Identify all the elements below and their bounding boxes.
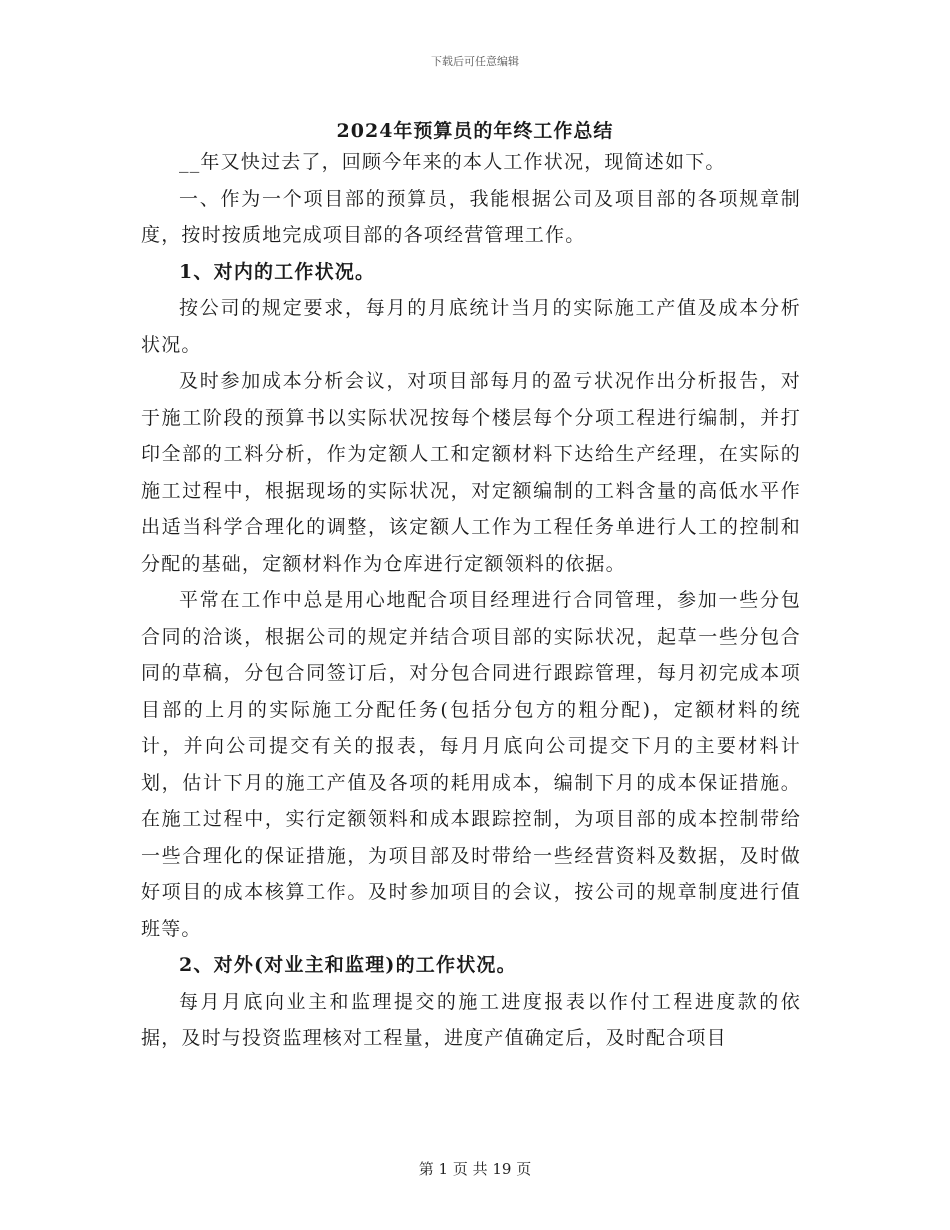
paragraph-monthly-stats: 按公司的规定要求，每月的月底统计当月的实际施工产值及成本分析状况。 [141, 297, 801, 356]
paragraph-section-one: 一、作为一个项目部的预算员，我能根据公司及项目部的各项规章制度，按时按质地完成项目部的各项经营管理工作。 [141, 187, 801, 246]
document-body [141, 144, 801, 1057]
page-number: 第 1 页 共 19 页 [418, 1160, 532, 1178]
header-watermark: 下载后可任意编辑 [431, 55, 519, 68]
paragraph-intro: __年又快过去了，回顾今年来的本人工作状况，现简述如下。 [179, 151, 726, 173]
paragraph-progress-report: 每月月底向业主和监理提交的施工进度报表以作付工程进度款的依据，及时与投资监理核对工程量，进度产值确定后，及时配合项目 [141, 990, 801, 1049]
heading-external-work: 2、对外(对业主和监理)的工作状况。 [179, 954, 517, 976]
paragraph-contract-management: 平常在工作中总是用心地配合项目经理进行合同管理，参加一些分包合同的洽谈，根据公司的规定并结合项目部的实际状况，起草一些分包合同的草稿，分包合同签订后，对分包合同进行跟踪管理，每月初完成本项目部的上月的实际施工分配任务(包括分包方的粗分配)，定额材料的统计，并向公司提交有关的报表，每月月底向公司提交下月的主要材料计划，估计下月的施工产值及各项的耗用成本，编制下月的成本保证措施。在施工过程中，实行定额领料和成本跟踪控制，为项目部的成本控制带给一些合理化的保证措施，为项目部及时带给一些经营资料及数据，及时做好项目的成本核算工作。及时参加项目的会议，按公司的规章制度进行值班等。 [141, 589, 801, 940]
heading-internal-work: 1、对内的工作状况。 [179, 260, 376, 283]
paragraph-cost-analysis: 及时参加成本分析会议，对项目部每月的盈亏状况作出分析报告，对于施工阶段的预算书以实际状况按每个楼层每个分项工程进行编制，并打印全部的工料分析，作为定额人工和定额材料下达给生产经理，在实际的施工过程中，根据现场的实际状况，对定额编制的工料含量的高低水平作出适当科学合理化的调整，该定额人工作为工程任务单进行人工的控制和分配的基础，定额材料作为仓库进行定额领料的依据。 [141, 370, 801, 575]
document-title: 2024年预算员的年终工作总结 [336, 120, 614, 142]
